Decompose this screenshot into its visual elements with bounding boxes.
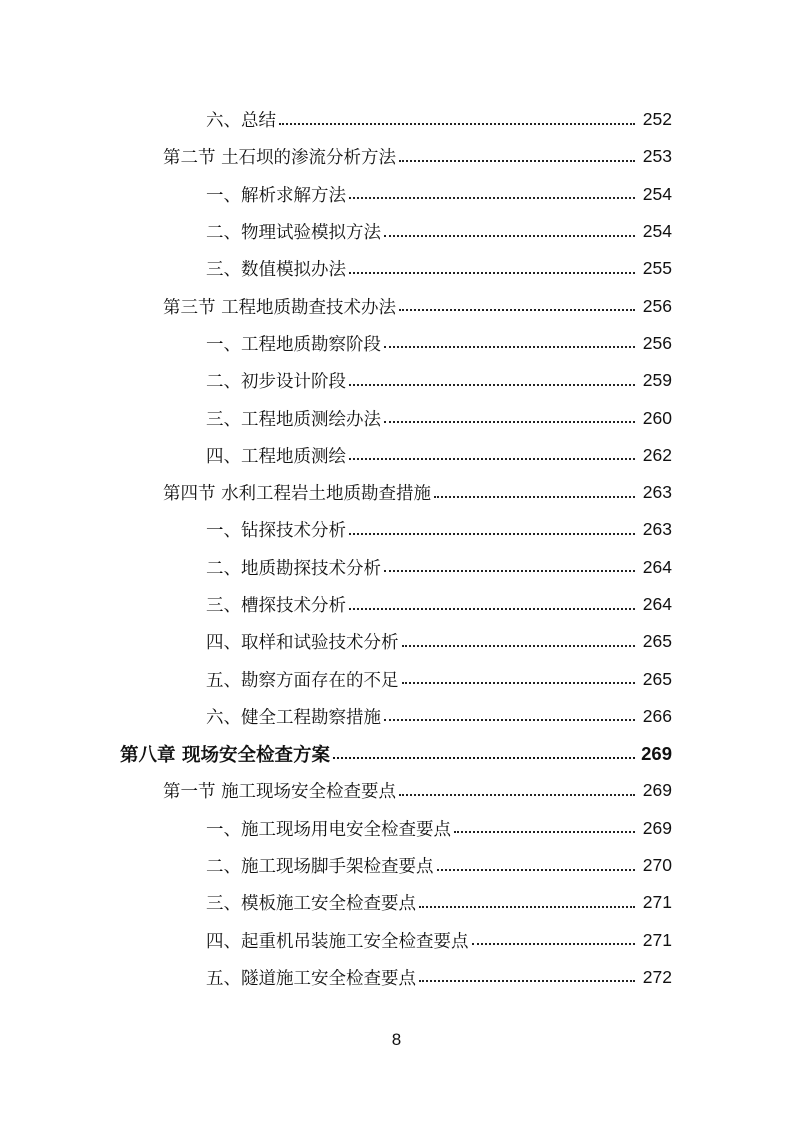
toc-entry[interactable]	[0, 437, 672, 474]
dot-leader	[333, 757, 635, 759]
toc-entry-label: 六、总结	[206, 111, 276, 132]
toc-entry-page: 254	[642, 221, 672, 242]
toc-entry[interactable]	[0, 362, 672, 399]
dot-leader	[402, 645, 636, 647]
toc-entry-page: 256	[642, 332, 672, 353]
toc-entry[interactable]	[0, 325, 672, 362]
dot-leader	[434, 496, 635, 498]
toc-entry-page: 264	[642, 556, 672, 577]
toc-entry-label: 四、工程地质测绘	[206, 446, 346, 467]
toc-entry-label: 第一节 施工现场安全检查要点	[163, 782, 397, 803]
toc-entry[interactable]	[0, 511, 672, 548]
toc-entry-page: 255	[642, 258, 672, 279]
toc-chapter-entry[interactable]	[0, 735, 672, 772]
toc-entry-label: 第三节 工程地质勘查技术办法	[163, 297, 397, 318]
toc-entry-label: 第四节 水利工程岩土地质勘查措施	[163, 484, 432, 505]
toc-entry-label: 第二节 土石坝的渗流分析方法	[163, 148, 397, 169]
toc-entry[interactable]	[0, 623, 672, 660]
toc-entry[interactable]	[0, 922, 672, 959]
toc-entry[interactable]	[0, 399, 672, 436]
toc-entry-page: 252	[642, 109, 672, 130]
dot-leader	[399, 794, 635, 796]
dot-leader	[399, 160, 635, 162]
toc-entry[interactable]	[0, 586, 672, 623]
toc-entry-page: 265	[642, 631, 672, 652]
toc-entry-label: 二、初步设计阶段	[206, 372, 346, 393]
toc-entry-label: 三、数值模拟办法	[206, 260, 346, 281]
toc-entry-label: 四、取样和试验技术分析	[206, 633, 399, 654]
toc-entry-page: 263	[642, 519, 672, 540]
toc-entry[interactable]	[0, 959, 672, 996]
toc-entry-page: 254	[642, 183, 672, 204]
toc-entry-label: 三、模板施工安全检查要点	[206, 894, 416, 915]
toc-entry[interactable]	[0, 101, 672, 138]
toc-entry-label: 一、解析求解方法	[206, 185, 346, 206]
toc-entry[interactable]	[0, 474, 672, 511]
toc-entry-page: 270	[642, 855, 672, 876]
dot-leader	[349, 272, 635, 274]
toc-entry[interactable]	[0, 772, 672, 809]
dot-leader	[454, 831, 635, 833]
page-number: 8	[391, 1030, 402, 1049]
toc-entry-page: 272	[642, 966, 672, 987]
toc-entry[interactable]	[0, 250, 672, 287]
toc-entry-page: 266	[642, 705, 672, 726]
dot-leader	[402, 682, 636, 684]
toc-entry-page: 271	[642, 892, 672, 913]
toc-entry[interactable]	[0, 213, 672, 250]
toc-entry-page: 269	[641, 742, 672, 764]
toc-entry-page: 263	[642, 482, 672, 503]
dot-leader	[384, 421, 635, 423]
toc-entry-page: 271	[642, 929, 672, 950]
toc-entry-label: 四、起重机吊装施工安全检查要点	[206, 931, 469, 952]
toc-entry-page: 269	[642, 780, 672, 801]
toc-entry-page: 262	[642, 444, 672, 465]
toc-entry-label: 一、施工现场用电安全检查要点	[206, 819, 451, 840]
dot-leader	[384, 235, 635, 237]
dot-leader	[472, 943, 636, 945]
toc-entry-page: 256	[642, 295, 672, 316]
dot-leader	[384, 346, 635, 348]
toc-entry[interactable]	[0, 138, 672, 175]
dot-leader	[419, 906, 635, 908]
toc-entry-label: 二、施工现场脚手架检查要点	[206, 857, 434, 878]
toc-entry-label: 三、工程地质测绘办法	[206, 409, 381, 430]
toc-entry[interactable]	[0, 810, 672, 847]
toc-entry-label: 五、隧道施工安全检查要点	[206, 968, 416, 989]
toc-entry-page: 259	[642, 370, 672, 391]
toc-entry-page: 264	[642, 594, 672, 614]
dot-leader	[399, 309, 635, 311]
toc-entry-label: 六、健全工程勘察措施	[206, 707, 381, 728]
dot-leader	[349, 608, 635, 610]
dot-leader	[384, 719, 635, 721]
dot-leader	[349, 384, 635, 386]
table-of-contents	[0, 101, 793, 996]
toc-entry-label: 二、物理试验模拟方法	[206, 223, 381, 244]
toc-entry-label: 一、工程地质勘察阶段	[206, 334, 381, 355]
toc-entry-label: 第八章 现场安全检查方案	[120, 744, 330, 766]
toc-entry-label: 一、钻探技术分析	[206, 521, 346, 542]
dot-leader	[349, 458, 635, 460]
toc-entry-label: 五、勘察方面存在的不足	[206, 670, 399, 691]
toc-entry-page: 253	[642, 146, 672, 167]
toc-entry-page: 265	[642, 668, 672, 689]
toc-entry[interactable]	[0, 884, 672, 921]
toc-entry[interactable]	[0, 287, 672, 324]
toc-entry[interactable]	[0, 176, 672, 213]
dot-leader	[384, 570, 635, 572]
toc-entry-label: 三、槽探技术分析	[206, 596, 346, 616]
toc-entry[interactable]	[0, 698, 672, 735]
toc-entry-label: 二、地质勘探技术分析	[206, 558, 381, 579]
dot-leader	[279, 123, 635, 125]
toc-entry-page: 260	[642, 407, 672, 428]
toc-entry[interactable]	[0, 549, 672, 586]
toc-entry[interactable]	[0, 847, 672, 884]
toc-entry[interactable]	[0, 660, 672, 697]
dot-leader	[437, 869, 636, 871]
dot-leader	[349, 533, 635, 535]
dot-leader	[349, 197, 635, 199]
toc-entry-page: 269	[642, 817, 672, 838]
dot-leader	[419, 980, 635, 982]
